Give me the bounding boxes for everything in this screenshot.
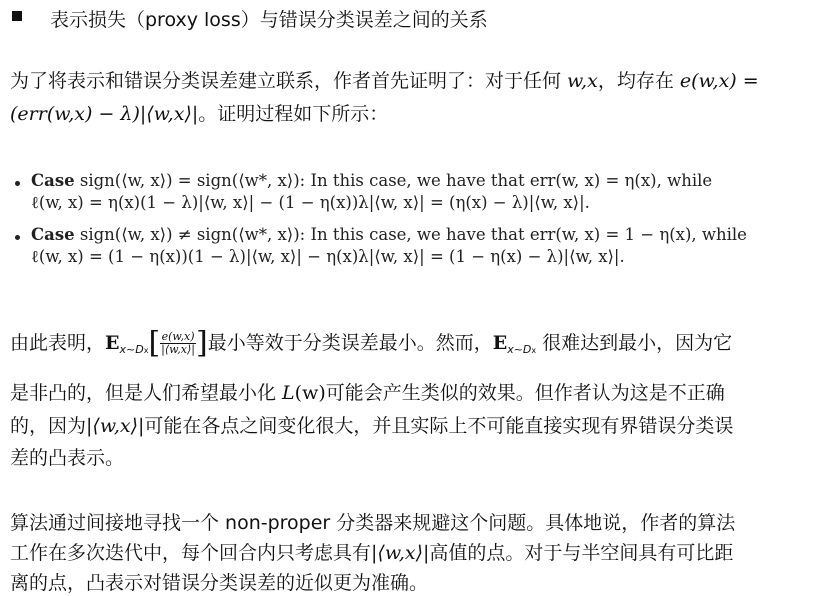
case-1-line-1	[31, 171, 712, 190]
para2-line-2	[10, 378, 725, 405]
loss-symbol: L	[282, 382, 295, 404]
case-1-bullet-icon	[15, 181, 20, 186]
case-2-line-1	[31, 225, 747, 244]
para2-text-1: 由此表明，	[10, 332, 106, 354]
para3-text-1: 工作在多次迭代中，每个回合内只考虑具有	[10, 542, 372, 564]
para2-text-6: 的，因为	[10, 415, 87, 437]
intro-math-err: (err(w,x) − λ)|⟨w,x⟩|	[10, 103, 199, 125]
intro-line-1	[10, 66, 759, 93]
margin-math-2: |⟨w,x⟩|	[371, 542, 430, 564]
case-1-line-2: ℓ(w, x) = η(x)(1 − λ)|⟨w, x⟩| − (1 − η(x))λ|⟨w, x⟩| = (η(x) − λ)|⟨w, x⟩|.	[31, 193, 590, 212]
para3-text-2: 高值的点。对于与半空间具有可比距	[429, 542, 734, 564]
para2-text-5: 可能会产生类似的效果。但作者认为这是不正确	[325, 382, 725, 404]
bullet-square-icon	[12, 11, 22, 21]
right-bracket: ]	[195, 325, 208, 361]
para2-text-4: 是非凸的，但是人们希望最小化	[10, 382, 283, 404]
fraction-numerator: e(w,x)	[161, 330, 195, 343]
para3-line-1: 算法通过间接地寻找一个 non-proper 分类器来规避这个问题。具体地说，作者的算法	[10, 512, 736, 534]
case-2-bullet-icon	[15, 235, 20, 240]
intro-line-2	[10, 99, 388, 126]
margin-math: |⟨w,x⟩|	[86, 415, 145, 437]
para2-text-2: 最小等效于分类误差最小。然而，	[207, 332, 493, 354]
intro-math-e: e(w,x) =	[679, 70, 759, 92]
case-2-label: Case	[31, 225, 75, 244]
expectation-symbol-2: E	[492, 332, 508, 354]
para2-line-1	[10, 324, 732, 370]
intro-math-wx: w,x	[567, 70, 598, 92]
left-bracket: [	[148, 325, 161, 361]
expectation-subscript: x~Dx	[119, 343, 149, 356]
intro-text-1: 为了将表示和错误分类误差建立联系，作者首先证明了：对于任何	[10, 70, 568, 92]
loss-arg: (w)	[294, 382, 326, 404]
expectation-symbol: E	[105, 332, 120, 354]
para2-line-3	[10, 411, 733, 438]
case-2-text-1: sign(⟨w, x⟩) ≠ sign(⟨w*, x⟩): In this case, we have that err(w, x) = 1 − η(x), while	[79, 225, 747, 244]
para2-text-7: 可能在各点之间变化很大，并且实际上不可能直接实现有界错误分类误	[144, 415, 734, 437]
section-heading: 表示损失（proxy loss）与错误分类误差之间的关系	[50, 9, 488, 31]
case-1-text-1: sign(⟨w, x⟩) = sign(⟨w*, x⟩): In this case, we have that err(w, x) = η(x), while	[79, 171, 713, 190]
intro-text-3: 。证明过程如下所示：	[198, 103, 389, 125]
expectation-subscript-2: x~Dx	[507, 343, 537, 356]
case-1-label: Case	[31, 171, 75, 190]
para3-line-3: 离的点，凸表示对错误分类误差的近似更为准确。	[10, 572, 429, 594]
fraction-denominator: |⟨w,x⟩|	[161, 343, 195, 356]
intro-text-2: ，均存在	[597, 70, 680, 92]
fraction	[160, 331, 196, 356]
para3-line-2	[10, 538, 733, 565]
para2-text-3: 很难达到最小，因为它	[542, 332, 733, 354]
para2-line-4: 差的凸表示。	[10, 447, 125, 469]
case-2-line-2: ℓ(w, x) = (1 − η(x))(1 − λ)|⟨w, x⟩| − η(x)λ|⟨w, x⟩| = (1 − η(x) − λ)|⟨w, x⟩|.	[31, 247, 625, 266]
